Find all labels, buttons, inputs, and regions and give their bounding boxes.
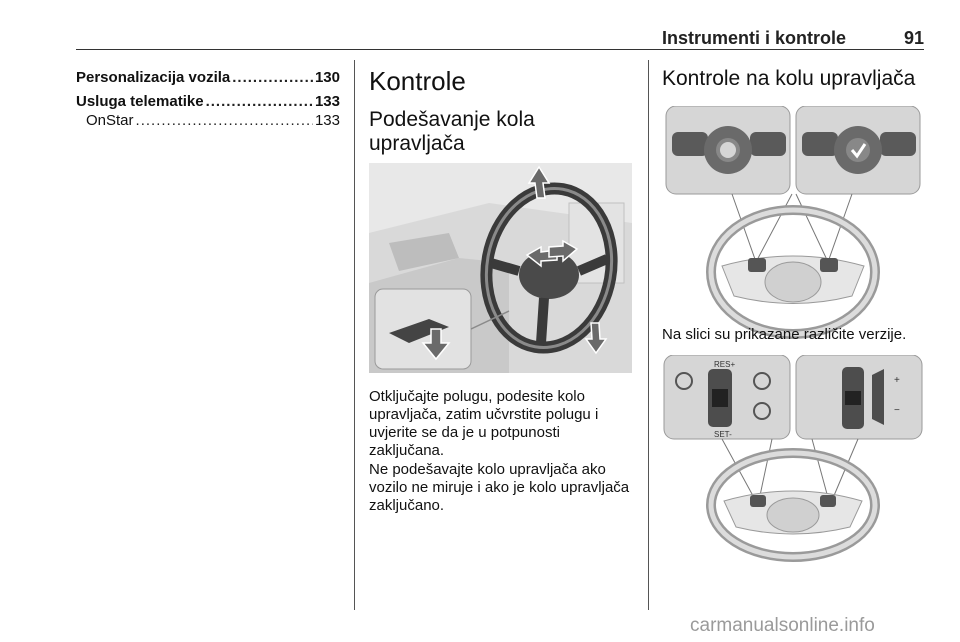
subsection-heading: Podešavanje kola upravljača — [369, 108, 535, 155]
set-label: SET- — [714, 430, 732, 439]
figure-caption: Na slici su prikazane različite verzije. — [662, 326, 907, 343]
watermark: carmanualsonline.info — [690, 615, 875, 636]
section-heading-wheel-controls: Kontrole na kolu upravljača — [662, 67, 916, 90]
paragraph-2: Ne podešavajte kolo upravljača ako vozilo ne miruje i ako je kolo upravljača zaključano. — [369, 461, 630, 514]
steering-adjustment-section — [369, 66, 634, 514]
steering-wheel-controls-illustration-2 — [662, 355, 924, 562]
svg-text:+: + — [894, 375, 900, 386]
toc-entry[interactable]: OnStar ..... 133 — [76, 111, 340, 130]
column-divider-2 — [648, 60, 649, 610]
steering-wheel-controls-section — [662, 66, 924, 439]
toc-entry[interactable]: Personalizacija vozila ..... 130 — [76, 68, 340, 87]
toc — [76, 68, 340, 135]
steering-adjustment-illustration — [369, 163, 632, 373]
column-divider-1 — [354, 60, 355, 610]
header-title: Instrumenti i kontrole — [661, 28, 846, 48]
section-heading: Kontrole — [369, 66, 466, 96]
page-number: 91 — [903, 28, 924, 48]
steering-wheel-controls-illustration-1 — [662, 106, 924, 344]
header-rule — [76, 49, 924, 50]
page-header — [76, 0, 924, 50]
svg-text:−: − — [894, 405, 900, 416]
res-label: RES+ — [714, 360, 736, 369]
toc-entry[interactable]: Usluga telematike ..... 133 — [76, 92, 340, 111]
paragraph-1: Otključajte polugu, podesite kolo upravljača, zatim učvrstite polugu i uvjerite se da je u potpunosti zaključana. — [369, 388, 599, 459]
